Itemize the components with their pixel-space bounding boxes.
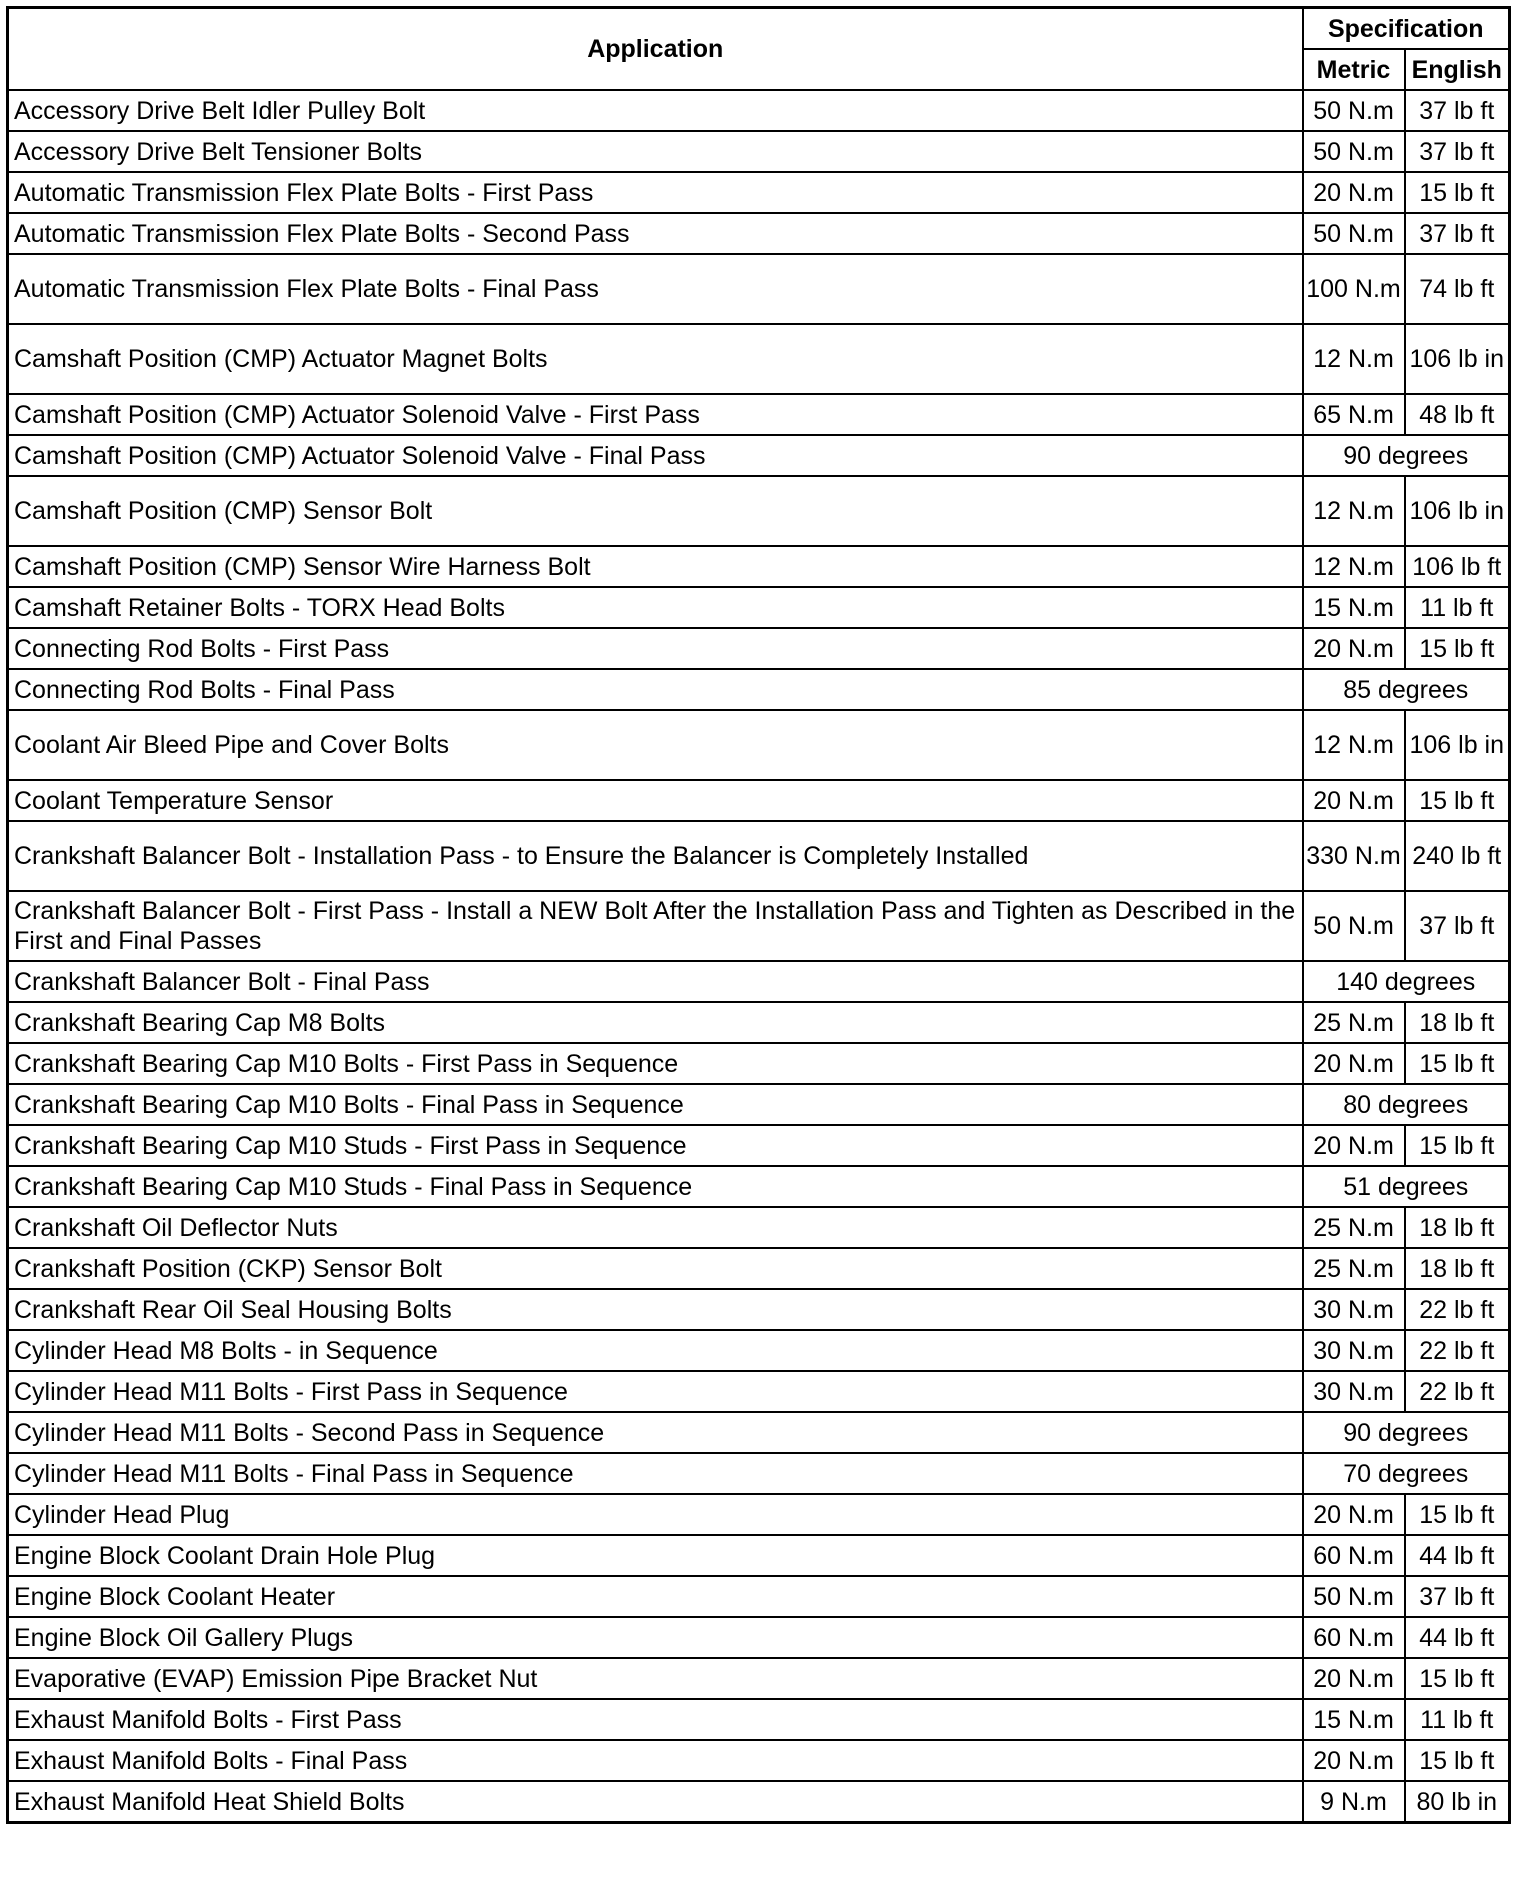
metric-cell: 12 N.m (1303, 476, 1405, 546)
table-row (8, 1740, 1510, 1781)
english-cell: 15 lb ft (1405, 1043, 1510, 1084)
english-cell: 37 lb ft (1405, 213, 1510, 254)
english-cell: 15 lb ft (1405, 628, 1510, 669)
application-cell: Cylinder Head M11 Bolts - Final Pass in Sequence (8, 1453, 1303, 1494)
english-cell: 44 lb ft (1405, 1535, 1510, 1576)
application-cell: Cylinder Head M11 Bolts - Second Pass in Sequence (8, 1412, 1303, 1453)
table-row (8, 1084, 1510, 1125)
english-cell: 18 lb ft (1405, 1002, 1510, 1043)
metric-cell: 30 N.m (1303, 1330, 1405, 1371)
application-cell: Connecting Rod Bolts - Final Pass (8, 669, 1303, 710)
table-row (8, 1043, 1510, 1084)
metric-cell: 65 N.m (1303, 394, 1405, 435)
table-row (8, 1412, 1510, 1453)
application-cell: Camshaft Position (CMP) Actuator Magnet Bolts (8, 324, 1303, 394)
metric-cell: 50 N.m (1303, 1576, 1405, 1617)
table-row (8, 1125, 1510, 1166)
table-row (8, 1658, 1510, 1699)
application-cell: Crankshaft Bearing Cap M10 Bolts - Final Pass in Sequence (8, 1084, 1303, 1125)
table-row (8, 891, 1510, 961)
english-cell: 18 lb ft (1405, 1248, 1510, 1289)
angle-spec-cell: 140 degrees (1303, 961, 1510, 1002)
table-row (8, 394, 1510, 435)
table-row (8, 1330, 1510, 1371)
application-cell: Crankshaft Balancer Bolt - First Pass - Install a NEW Bolt After the Installation Pass and Tighten as Described in the First and Final Passes (8, 891, 1303, 961)
english-cell: 15 lb ft (1405, 1658, 1510, 1699)
metric-header: Metric (1303, 49, 1405, 90)
english-cell: 15 lb ft (1405, 1125, 1510, 1166)
application-cell: Camshaft Position (CMP) Sensor Bolt (8, 476, 1303, 546)
metric-cell: 9 N.m (1303, 1781, 1405, 1823)
application-cell: Automatic Transmission Flex Plate Bolts - Final Pass (8, 254, 1303, 324)
metric-cell: 330 N.m (1303, 821, 1405, 891)
table-row (8, 628, 1510, 669)
table-row (8, 324, 1510, 394)
application-cell: Crankshaft Bearing Cap M8 Bolts (8, 1002, 1303, 1043)
angle-spec-cell: 90 degrees (1303, 1412, 1510, 1453)
metric-cell: 50 N.m (1303, 90, 1405, 131)
application-cell: Coolant Air Bleed Pipe and Cover Bolts (8, 710, 1303, 780)
table-row (8, 254, 1510, 324)
table-row (8, 669, 1510, 710)
english-cell: 18 lb ft (1405, 1207, 1510, 1248)
application-cell: Camshaft Position (CMP) Actuator Solenoid Valve - Final Pass (8, 435, 1303, 476)
english-cell: 22 lb ft (1405, 1330, 1510, 1371)
table-row (8, 213, 1510, 254)
english-cell: 106 lb in (1405, 710, 1510, 780)
table-row (8, 961, 1510, 1002)
application-cell: Automatic Transmission Flex Plate Bolts - Second Pass (8, 213, 1303, 254)
metric-cell: 20 N.m (1303, 780, 1405, 821)
table-row (8, 1617, 1510, 1658)
angle-spec-cell: 80 degrees (1303, 1084, 1510, 1125)
application-cell: Cylinder Head M11 Bolts - First Pass in Sequence (8, 1371, 1303, 1412)
table-row (8, 1289, 1510, 1330)
table-row (8, 476, 1510, 546)
table-row (8, 131, 1510, 172)
specification-header: Specification (1303, 8, 1510, 50)
metric-cell: 12 N.m (1303, 710, 1405, 780)
table-row (8, 90, 1510, 131)
application-cell: Accessory Drive Belt Tensioner Bolts (8, 131, 1303, 172)
application-cell: Cylinder Head Plug (8, 1494, 1303, 1535)
english-cell: 37 lb ft (1405, 90, 1510, 131)
table-row (8, 1207, 1510, 1248)
table-row (8, 780, 1510, 821)
application-cell: Crankshaft Position (CKP) Sensor Bolt (8, 1248, 1303, 1289)
table-row (8, 1576, 1510, 1617)
angle-spec-cell: 90 degrees (1303, 435, 1510, 476)
metric-cell: 12 N.m (1303, 324, 1405, 394)
angle-spec-cell: 51 degrees (1303, 1166, 1510, 1207)
table-row (8, 172, 1510, 213)
application-cell: Exhaust Manifold Bolts - First Pass (8, 1699, 1303, 1740)
table-body (8, 90, 1510, 1823)
metric-cell: 12 N.m (1303, 546, 1405, 587)
application-cell: Engine Block Oil Gallery Plugs (8, 1617, 1303, 1658)
metric-cell: 15 N.m (1303, 587, 1405, 628)
english-cell: 15 lb ft (1405, 1740, 1510, 1781)
english-header: English (1405, 49, 1510, 90)
table-row (8, 546, 1510, 587)
table-row (8, 1699, 1510, 1740)
application-cell: Engine Block Coolant Drain Hole Plug (8, 1535, 1303, 1576)
table-row (8, 1371, 1510, 1412)
english-cell: 37 lb ft (1405, 131, 1510, 172)
english-cell: 106 lb in (1405, 324, 1510, 394)
application-cell: Camshaft Position (CMP) Actuator Solenoid Valve - First Pass (8, 394, 1303, 435)
torque-spec-table (6, 6, 1511, 1824)
table-row (8, 1453, 1510, 1494)
application-cell: Crankshaft Bearing Cap M10 Studs - First Pass in Sequence (8, 1125, 1303, 1166)
application-cell: Cylinder Head M8 Bolts - in Sequence (8, 1330, 1303, 1371)
application-cell: Evaporative (EVAP) Emission Pipe Bracket Nut (8, 1658, 1303, 1699)
english-cell: 22 lb ft (1405, 1289, 1510, 1330)
metric-cell: 50 N.m (1303, 213, 1405, 254)
application-cell: Automatic Transmission Flex Plate Bolts - First Pass (8, 172, 1303, 213)
metric-cell: 20 N.m (1303, 1740, 1405, 1781)
metric-cell: 20 N.m (1303, 1494, 1405, 1535)
english-cell: 11 lb ft (1405, 587, 1510, 628)
metric-cell: 30 N.m (1303, 1371, 1405, 1412)
english-cell: 48 lb ft (1405, 394, 1510, 435)
english-cell: 11 lb ft (1405, 1699, 1510, 1740)
metric-cell: 30 N.m (1303, 1289, 1405, 1330)
english-cell: 22 lb ft (1405, 1371, 1510, 1412)
table-row (8, 435, 1510, 476)
metric-cell: 100 N.m (1303, 254, 1405, 324)
metric-cell: 60 N.m (1303, 1617, 1405, 1658)
application-cell: Connecting Rod Bolts - First Pass (8, 628, 1303, 669)
metric-cell: 20 N.m (1303, 628, 1405, 669)
metric-cell: 25 N.m (1303, 1002, 1405, 1043)
table-row (8, 1494, 1510, 1535)
table-row (8, 1781, 1510, 1823)
application-cell: Camshaft Position (CMP) Sensor Wire Harness Bolt (8, 546, 1303, 587)
metric-cell: 15 N.m (1303, 1699, 1405, 1740)
metric-cell: 50 N.m (1303, 131, 1405, 172)
metric-cell: 20 N.m (1303, 1125, 1405, 1166)
table-row (8, 821, 1510, 891)
english-cell: 15 lb ft (1405, 780, 1510, 821)
english-cell: 37 lb ft (1405, 1576, 1510, 1617)
english-cell: 74 lb ft (1405, 254, 1510, 324)
angle-spec-cell: 85 degrees (1303, 669, 1510, 710)
english-cell: 15 lb ft (1405, 172, 1510, 213)
english-cell: 80 lb in (1405, 1781, 1510, 1823)
metric-cell: 60 N.m (1303, 1535, 1405, 1576)
application-cell: Crankshaft Bearing Cap M10 Studs - Final Pass in Sequence (8, 1166, 1303, 1207)
application-cell: Crankshaft Balancer Bolt - Final Pass (8, 961, 1303, 1002)
application-header: Application (8, 8, 1303, 91)
table-row (8, 1002, 1510, 1043)
table-row (8, 1248, 1510, 1289)
table-row (8, 1166, 1510, 1207)
english-cell: 106 lb in (1405, 476, 1510, 546)
metric-cell: 50 N.m (1303, 891, 1405, 961)
english-cell: 240 lb ft (1405, 821, 1510, 891)
angle-spec-cell: 70 degrees (1303, 1453, 1510, 1494)
application-cell: Exhaust Manifold Heat Shield Bolts (8, 1781, 1303, 1823)
application-cell: Coolant Temperature Sensor (8, 780, 1303, 821)
table-row (8, 710, 1510, 780)
english-cell: 15 lb ft (1405, 1494, 1510, 1535)
application-cell: Engine Block Coolant Heater (8, 1576, 1303, 1617)
table-header (8, 8, 1510, 91)
metric-cell: 20 N.m (1303, 1658, 1405, 1699)
table-row (8, 1535, 1510, 1576)
application-cell: Camshaft Retainer Bolts - TORX Head Bolts (8, 587, 1303, 628)
metric-cell: 20 N.m (1303, 1043, 1405, 1084)
table-row (8, 587, 1510, 628)
english-cell: 44 lb ft (1405, 1617, 1510, 1658)
english-cell: 106 lb ft (1405, 546, 1510, 587)
application-cell: Crankshaft Bearing Cap M10 Bolts - First Pass in Sequence (8, 1043, 1303, 1084)
metric-cell: 25 N.m (1303, 1248, 1405, 1289)
metric-cell: 25 N.m (1303, 1207, 1405, 1248)
english-cell: 37 lb ft (1405, 891, 1510, 961)
application-cell: Crankshaft Rear Oil Seal Housing Bolts (8, 1289, 1303, 1330)
application-cell: Exhaust Manifold Bolts - Final Pass (8, 1740, 1303, 1781)
application-cell: Accessory Drive Belt Idler Pulley Bolt (8, 90, 1303, 131)
application-cell: Crankshaft Oil Deflector Nuts (8, 1207, 1303, 1248)
application-cell: Crankshaft Balancer Bolt - Installation Pass - to Ensure the Balancer is Completely Installed (8, 821, 1303, 891)
metric-cell: 20 N.m (1303, 172, 1405, 213)
